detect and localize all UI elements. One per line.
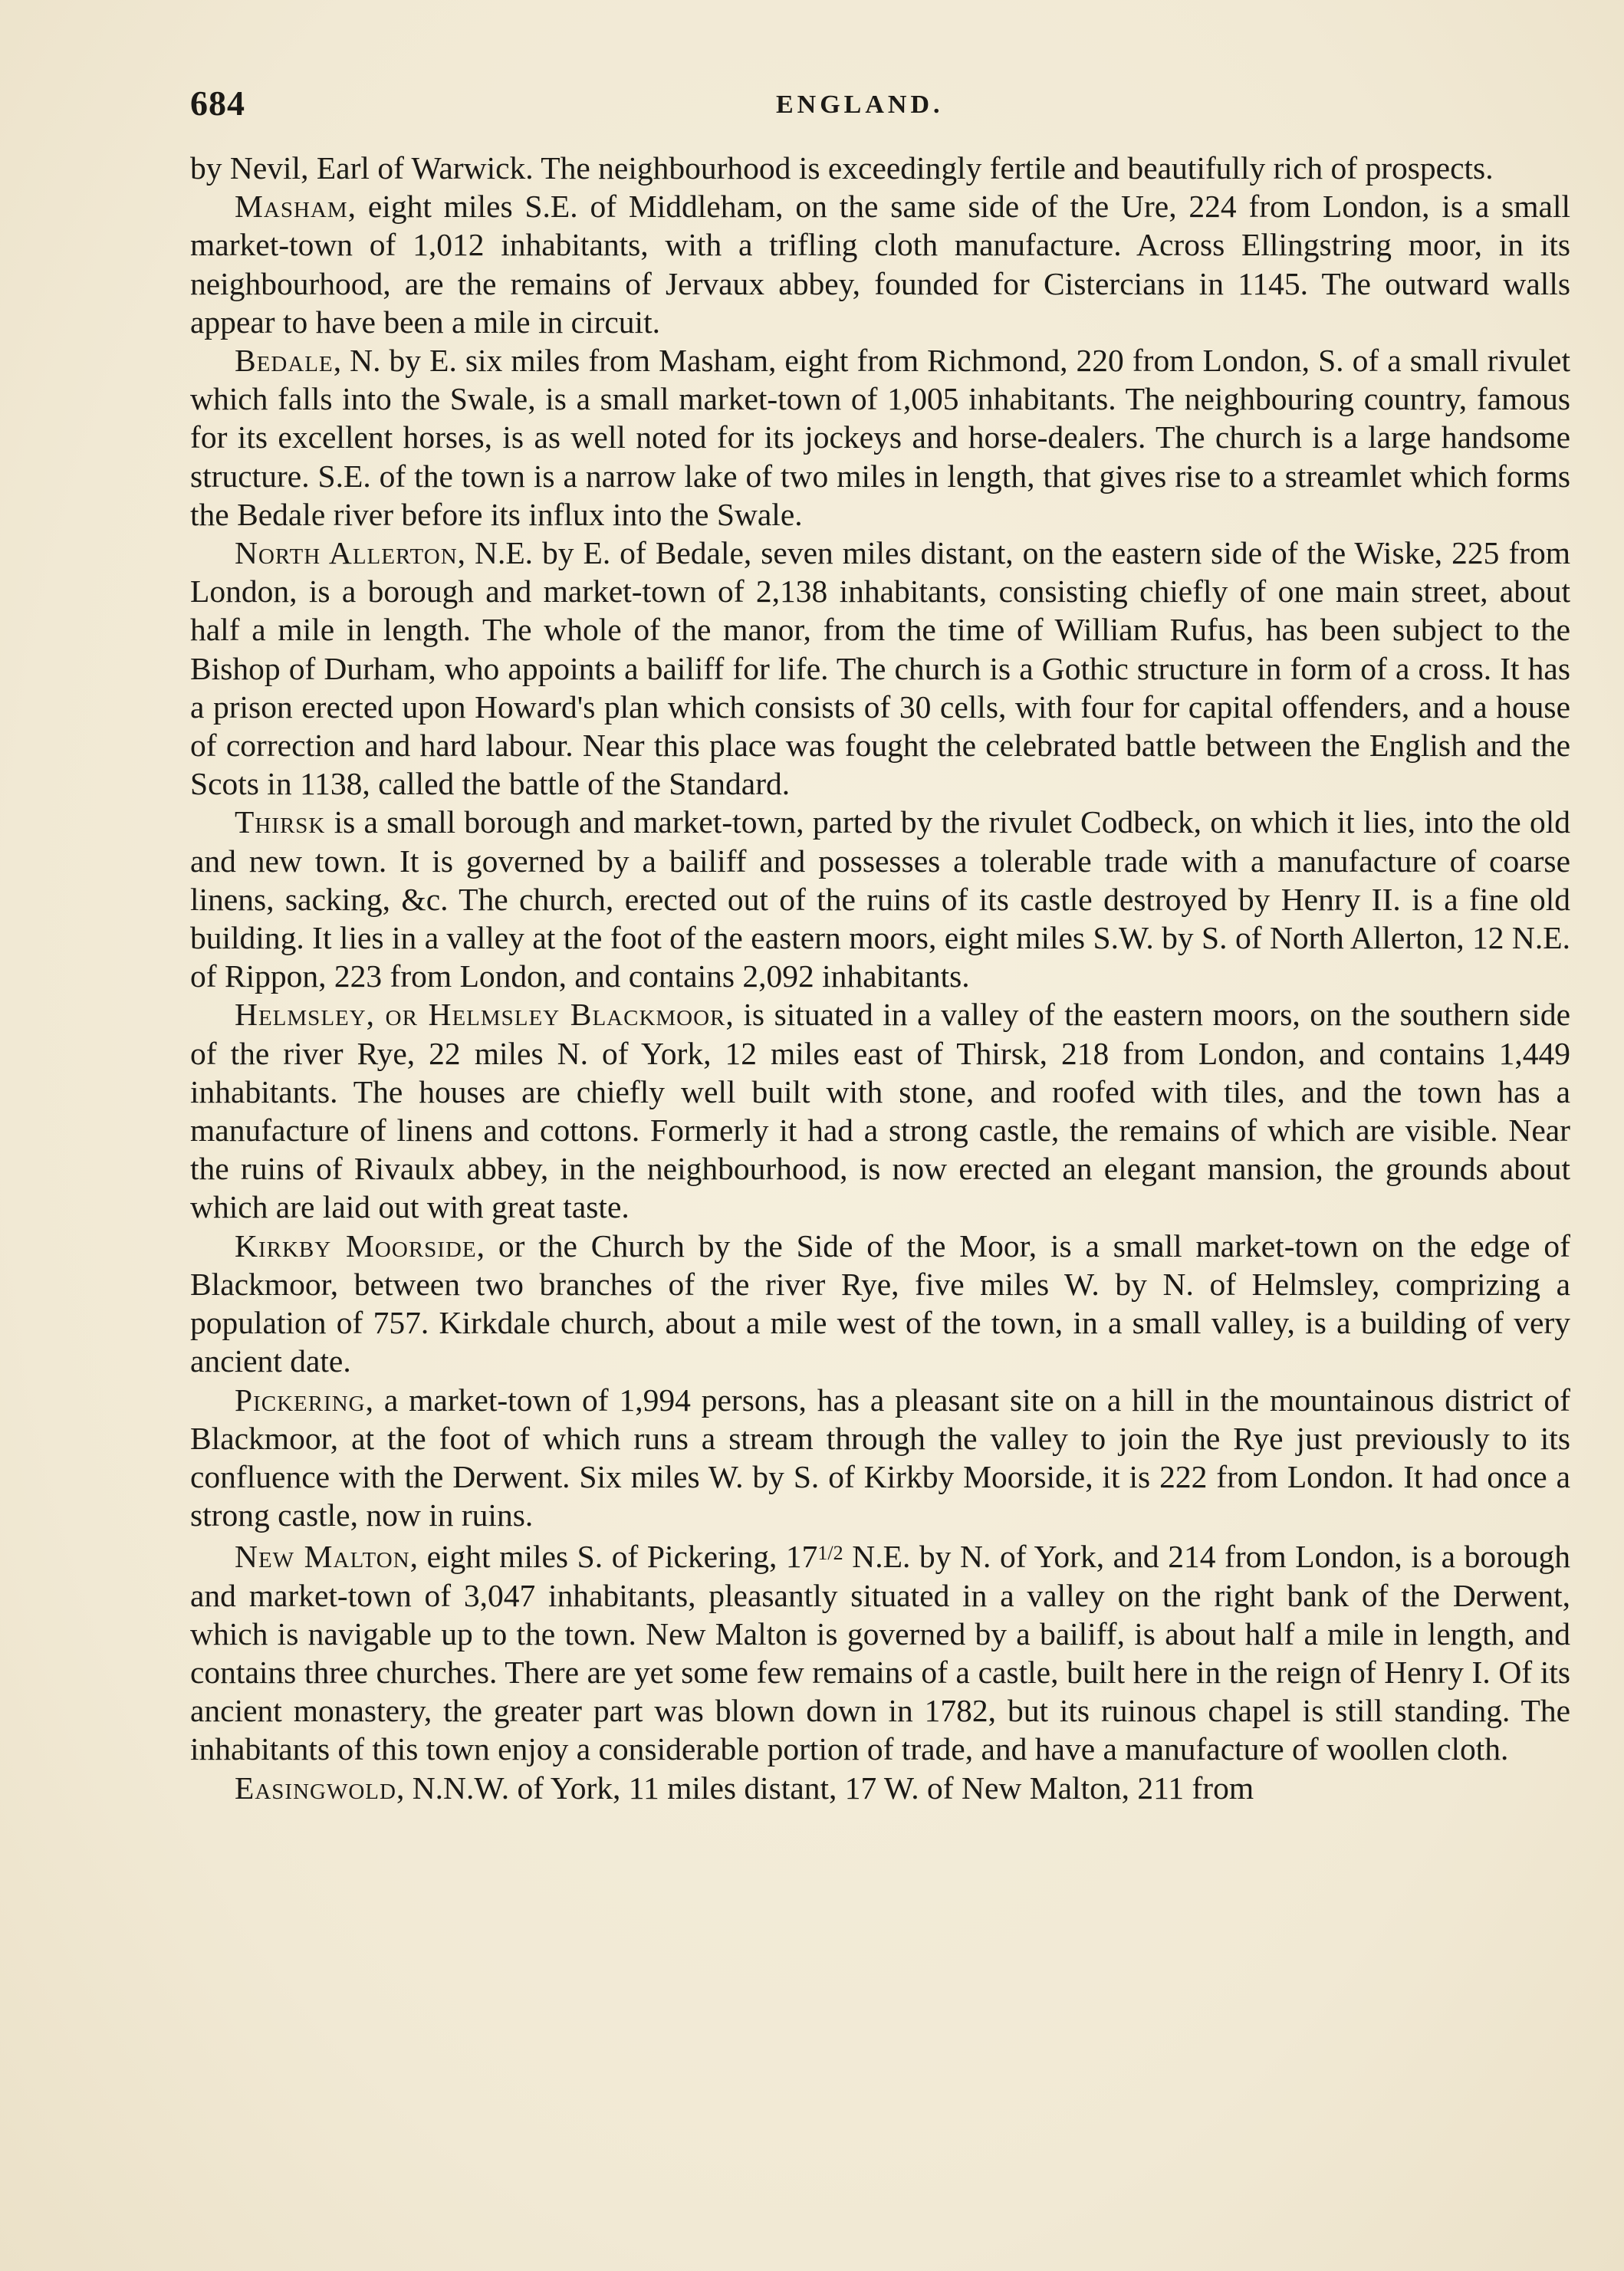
place-name-easingwold: Easingwold — [235, 1770, 396, 1806]
paragraph-warwick-continuation — [190, 149, 1570, 187]
paragraph-text: , is situated in a valley of the eastern moors, on the southern side of the river Rye, 22 miles N. of York, 12 miles east of Thirsk, 218 from London, and contains 1,449 inhabitants. The houses are chiefly well built with stone, and roofed with tiles, and the town has a manufacture of linens and cottons. Formerly it had a strong castle, the remains of which are visible. Near the ruins of Rivaulx abbey, in the neighbourhood, is now erected an elegant mansion, the grounds about which are laid out with great taste. — [190, 997, 1571, 1225]
place-name-helmsley: Helmsley, or Helmsley Blackmoor — [235, 997, 726, 1033]
paragraph-easingwold — [190, 1769, 1570, 1807]
place-name-new-malton: New Malton — [235, 1539, 410, 1575]
paragraph-pickering — [190, 1381, 1570, 1535]
paragraph-text: , eight miles S.E. of Middleham, on the same side of the Ure, 224 from London, is a small market-town of 1,012 inhabitants, with a trifling cloth manufacture. Across Ellingstring moor, in its neighbourhood, are the remains of Jervaux abbey, founded for Cistercians in 1145. The outward walls appear to have been a mile in circuit. — [190, 189, 1570, 340]
paragraph-new-malton — [190, 1534, 1570, 1768]
place-name-masham: Masham — [235, 189, 348, 225]
paragraph-text: N.E. by N. of York, and 214 from London, is a borough and market-town of 3,047 inhabitants, pleasantly situated in a valley on the right bank of the Derwent, which is navigable up to the town. New Malton is governed by a bailiff, is about half a mile in length, and contains three churches. There are yet some few remains of a castle, built here in the reign of Henry I. Of its ancient monastery, the greater part was blown down in 1782, but its ruinous chapel is still standing. The inhabitants of this town enjoy a considerable portion of trade, and have a manufacture of woollen cloth. — [190, 1539, 1570, 1767]
place-name-thirsk: Thirsk — [235, 804, 326, 840]
place-name-pickering: Pickering — [235, 1382, 366, 1418]
place-name-bedale: Bedale — [235, 343, 334, 379]
paragraph-masham — [190, 187, 1570, 341]
paragraph-helmsley — [190, 995, 1570, 1226]
paragraph-text: by Nevil, Earl of Warwick. The neighbourhood is exceedingly fertile and beautifully rich of prospects. — [190, 150, 1494, 186]
paragraph-text: is a small borough and market-town, parted by the rivulet Codbeck, on which it lies, into the old and new town. It is governed by a bailiff and possesses a tolerable trade with a manufacture of coarse linens, sacking, &c. The church, erected out of the ruins of its castle destroyed by Henry II. is a fine old building. It lies in a valley at the foot of the eastern moors, eight miles S.W. by S. of North Allerton, 12 N.E. of Rippon, 223 from London, and contains 2,092 inhabitants. — [190, 804, 1570, 994]
paragraph-bedale — [190, 341, 1570, 534]
fraction-half: 1/2 — [817, 1542, 843, 1565]
place-name-kirkby-moorside: Kirkby Moorside — [235, 1228, 477, 1264]
running-head: ENGLAND. — [776, 90, 944, 119]
paragraph-text: , a market-town of 1,994 persons, has a pleasant site on a hill in the mountainous district of Blackmoor, at the foot of which runs a stream through the valley to join the Rye just previously to its confluence with the Derwent. Six miles W. by S. of Kirkby Moorside, it is 222 from London. It had once a strong castle, now in ruins. — [190, 1382, 1570, 1533]
body-text — [190, 149, 1570, 1807]
place-name-north-allerton: North Allerton — [235, 535, 458, 571]
paragraph-north-allerton — [190, 534, 1570, 803]
paragraph-text-pre: , eight miles S. of Pickering, 17 — [409, 1539, 818, 1575]
paragraph-text: , N. by E. six miles from Masham, eight from Richmond, 220 from London, S. of a small rivulet which falls into the Swale, is a small market-town of 1,005 inhabitants. The neighbouring country, famous for its excellent horses, is as well noted for its jockeys and horse-dealers. The church is a large handsome structure. S.E. of the town is a narrow lake of two miles in length, that gives rise to a streamlet which forms the Bedale river before its influx into the Swale. — [190, 343, 1570, 532]
paragraph-thirsk — [190, 803, 1570, 995]
paragraph-text: , N.N.W. of York, 11 miles distant, 17 W. of New Malton, 211 from — [396, 1770, 1254, 1806]
paragraph-text: , or the Church by the Side of the Moor, is a small market-town on the edge of Blackmoor, between two branches of the river Rye, five miles W. by N. of Helmsley, comprizing a population of 757. Kirkdale church, about a mile west of the town, in a small valley, is a building of very ancient date. — [190, 1228, 1570, 1379]
paragraph-kirkby-moorside — [190, 1227, 1570, 1381]
page-number: 684 — [190, 84, 245, 123]
page-header — [190, 83, 1570, 129]
paragraph-text: , N.E. by E. of Bedale, seven miles distant, on the eastern side of the Wiske, 225 from London, is a borough and market-town of 2,138 inhabitants, consisting chiefly of one main street, about half a mile in length. The whole of the manor, from the time of William Rufus, has been subject to the Bishop of Durham, who appoints a bailiff for life. The church is a Gothic structure in form of a cross. It has a prison erected upon Howard's plan which consists of 30 cells, with four for capital offenders, and a house of correction and hard labour. Near this place was fought the celebrated battle between the English and the Scots in 1138, called the battle of the Standard. — [190, 535, 1571, 802]
